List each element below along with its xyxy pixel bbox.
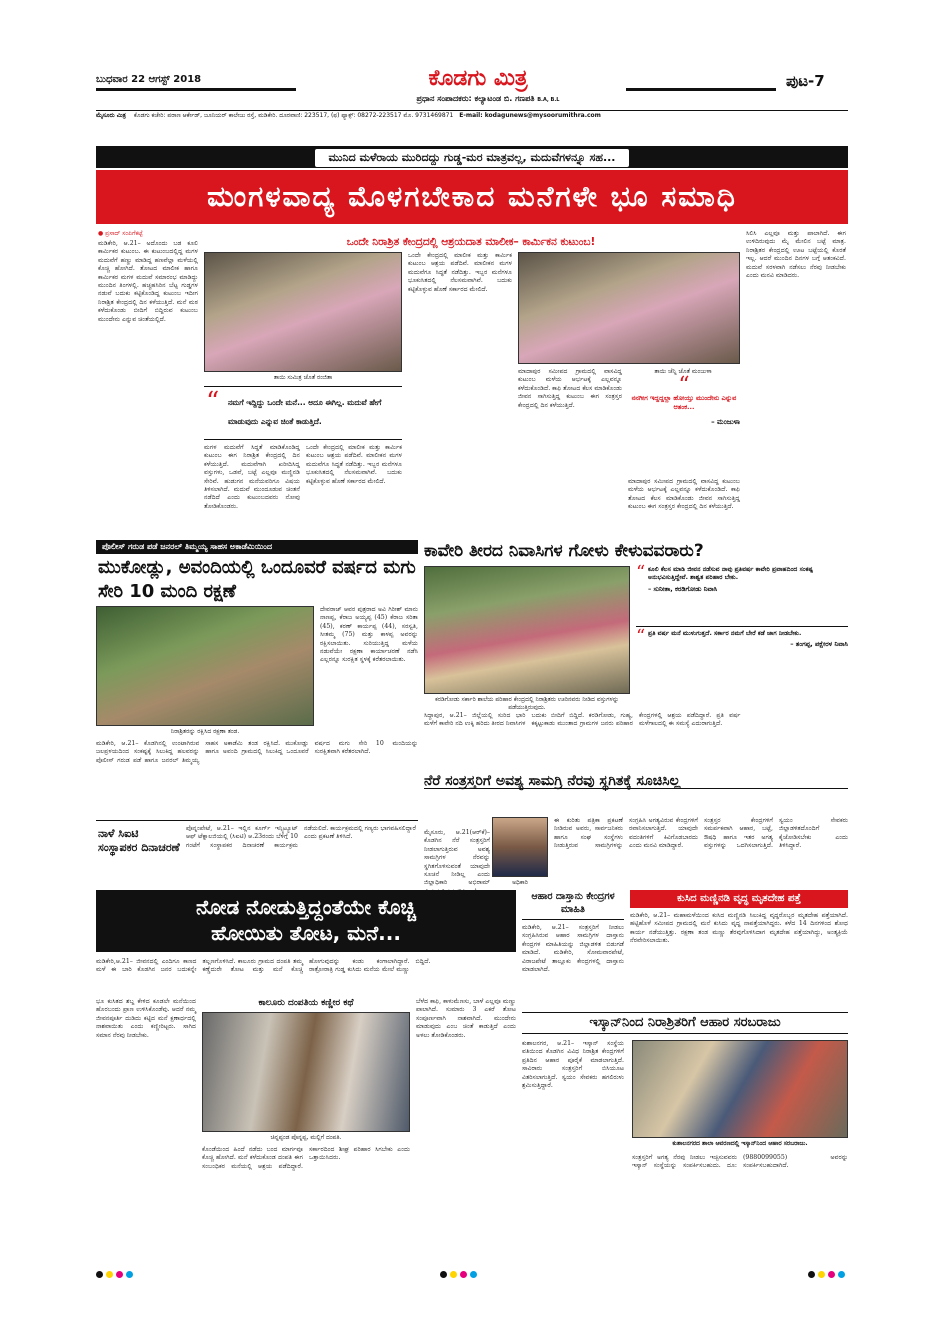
editor-line: ಪ್ರಧಾನ ಸಂಪಾದಕರು: ಕಲ್ಯಾಟಂಡ ಬಿ. ಗಣಪತಿ [416, 94, 535, 103]
relief-headline: ನೆರೆ ಸಂತ್ರಸ್ತರಿಗೆ ಅವಶ್ಯ ಸಾಮಗ್ರಿ ನೆರವು ಸ್ಥಗಿತಕ್ಕೆ ಸೂಚಿಸಿಲ್ಲ [424, 773, 681, 789]
lead-col3: ಒಂದೇ ಕೇಂದ್ರದಲ್ಲಿ ಮಾಲೀಕ ಮತ್ತು ಕಾರ್ಮಿಕ ಕುಟುಂಬ ಆಶ್ರಯ ಪಡೆದಿವೆ. ಮಾಲೀಕನ ಮಗಳ ಮದುವೆಗೂ ಸಿದ್ಧತೆ ನಡೆದಿತ್ತು. ಇಬ್ಬರ ಮನೆಗಳೂ ಭೂಕುಸಿತದಲ್ಲಿ ನೆಲಸಮವಾಗಿವೆ. ಬದುಕು ಕಟ್ಟಿಕೊಳ್ಳುವ ಹೊಣೆ ಸರ್ಕಾರದ ಮೇಲಿದೆ. [408, 252, 512, 293]
kaveri-quote-2: “ ಪ್ರತಿ ವರ್ಷ ಮನೆ ಮುಳುಗುತ್ತದೆ. ಸರ್ಕಾರ ನಮಗೆ ಬೇರೆ ಕಡೆ ಜಾಗ ನೀಡಬೇಕು. – ತಂಗಪ್ಪ, ಪಕ್ಷೇರಳ ನಿವಾಸಿ [636, 626, 848, 649]
iskcon-body-1: ಕುಶಾಲನಗರ, ಆ.21– ಇಸ್ಕಾನ್ ಸಂಸ್ಥೆಯ ವತಿಯಿಂದ ಕೊಡಗಿನ ವಿವಿಧ ನಿರಾಶ್ರಿತ ಕೇಂದ್ರಗಳಿಗೆ ಪ್ರತಿದಿನ ಆಹಾರ ಪೂರೈಕೆ ಮಾಡಲಾಗುತ್ತಿದೆ. ಸಾವಿರಾರು ಸಂತ್ರಸ್ತರಿಗೆ ಬಿಸಿಯೂಟ ವಿತರಿಸಲಾಗುತ್ತಿದೆ. ಸ್ವಯಂ ಸೇವಕರು ಹಗಲಿರುಳು ಶ್ರಮಿಸುತ್ತಿದ್ದಾರೆ. [522, 1040, 624, 1090]
collapse-body-1: ಮಡಿಕೇರಿ,ಆ.21– ಜೀವನದಲ್ಲಿ ಎಂದಿಗೂ ಕಾಣದ ಮಳೆ ಈ ಬಾರಿ ಕೊಡಗಿನ ಜನರ ಬದುಕನ್ನೇ ತಲ್ಲಣಗೊಳಿಸಿದೆ. ಕಾಲೂರು ಗ್ರಾಮದ ದಂಪತಿ ತಮ್ಮ ಕಣ್ಣೆದುರೇ ತೋಟ ಮತ್ತು ಮನೆ ಕೊಚ್ಚಿ ಹೋಗುವುದನ್ನು ಕಂಡು ಕಂಗಾಲಾಗಿದ್ದಾರೆ. ರಾತ್ರೋರಾತ್ರಿ ಗುಡ್ಡ ಕುಸಿದು ಮನೆಯ ಮೇಲೆ ಮಣ್ಣು ಬಿದ್ದಿದೆ. [96, 958, 431, 974]
lead-subhead: ಒಂದೇ ನಿರಾಶ್ರಿತ ಕೇಂದ್ರದಲ್ಲಿ ಆಶ್ರಯದಾತ ಮಾಲೀಕ– ಕಾರ್ಮಿಕನ ಕುಟುಂಬ! [346, 236, 596, 248]
kaveri-photo-caption: ಕರಡಿಗೋಡು ಸರ್ಕಾರಿ ಶಾಲೆಯ ಪರಿಹಾರ ಕೇಂದ್ರದಲ್ಲಿ ನಿರಾಶ್ರಿತರು ಊರಿನವರು ನೀಡಿದ ವಸ್ತುಗಳನ್ನು ಪಡೆಯುತ್ತಿರುವುದು. [435, 696, 619, 711]
email-link[interactable]: E-mail: kodagunews@mysoorumithra.com [459, 112, 601, 119]
masthead: ಕೊಡಗು ಮಿತ್ರ [428, 66, 528, 91]
editor-degree: B.A, B.L [537, 97, 560, 103]
rescue-photo-caption: ನಿರಾಶ್ರಿತರನ್ನು ರಕ್ಷಿಸಿದ ರಕ್ಷಣಾ ತಂಡ. [170, 728, 240, 735]
registration-marks-right [808, 1263, 848, 1282]
brand-left: ಮೈಸೂರು ಮಿತ್ರ [96, 112, 126, 119]
lead-photo-2 [518, 252, 740, 364]
kaveri-photo [424, 566, 630, 694]
iskcon-headline: ಇಸ್ಕಾನ್‌ನಿಂದ ನಿರಾಶ್ರಿತರಿಗೆ ಆಹಾರ ಸರಬರಾಜು [522, 1012, 848, 1034]
rescue-kicker: ಪೊಲೀಸ್ ಗರುಡ ಪಡೆ ಜನರಲ್ ತಿಮ್ಮಯ್ಯ ಸಾಹಸ ಅಕಾಡೆಮಿಯಿಂದ [96, 540, 418, 554]
lead-col2b: ಒಂದೇ ಕೇಂದ್ರದಲ್ಲಿ ಮಾಲೀಕ ಮತ್ತು ಕಾರ್ಮಿಕ ಕುಟುಂಬ ಆಶ್ರಯ ಪಡೆದಿವೆ. ಮಾಲೀಕನ ಮಗಳ ಮದುವೆಗೂ ಸಿದ್ಧತೆ ನಡೆದಿತ್ತು. ಇಬ್ಬರ ಮನೆಗಳೂ ಭೂಕುಸಿತದಲ್ಲಿ ನೆಲಸಮವಾಗಿವೆ. ಬದುಕು ಕಟ್ಟಿಕೊಳ್ಳುವ ಹೊಣೆ ಸರ್ಕಾರದ ಮೇಲಿದೆ. [306, 444, 402, 485]
collapse-headline: ನೋಡ ನೋಡುತ್ತಿದ್ದಂತೆಯೇ ಕೊಚ್ಚಿ ಹೋಯಿತು ತೋಟ, ಮನೆ... [96, 890, 516, 952]
registration-marks-left [96, 1263, 136, 1282]
iskcon-body-2: ಸಂತ್ರಸ್ತರಿಗೆ ಅಗತ್ಯ ನೆರವು ನೀಡಲು ಇಚ್ಛಿಸುವವರು ಇಸ್ಕಾನ್ ಸಂಸ್ಥೆಯನ್ನು ಸಂಪರ್ಕಿಸಬಹುದು. ದೂ: (9880099055) ಅವರನ್ನು ಸಂಪರ್ಕಿಸಬಹುದಾಗಿದೆ. [632, 1154, 848, 1170]
lead-col5: ಸಿಲಿಸಿ ಎಲ್ಲವೂ ಮತ್ತು ಪಾಲಾಗಿದೆ. ಈಗ ಉಳಿದಿರುವುದು ಮೈ ಮೇಲಿನ ಬಟ್ಟೆ ಮಾತ್ರ. ನಿರಾಶ್ರಿತರ ಕೇಂದ್ರದಲ್ಲಿ ಊಟ ಬಟ್ಟೆಯಲ್ಲಿ ಕೊರತೆ ಇಲ್ಲ. ಆದರೆ ಮುಂದಿನ ದಿನಗಳ ಬಗ್ಗೆ ಆತಂಕವಿದೆ. ಮದುವೆ ಸರಳವಾಗಿ ನಡೆಸಲು ನೆರವು ನೀಡಬೇಕು ಎಂದು ಮನವಿ ಮಾಡಿದರು. [746, 230, 846, 280]
header-date: ಬುಧವಾರ 22 ಆಗಸ್ಟ್ 2018 [96, 74, 202, 85]
relief-portrait [492, 817, 548, 877]
quote-mark-icon: “ [636, 562, 646, 583]
kaveri-story [424, 540, 848, 780]
lead-headline: ಮಂಗಳವಾದ್ಯ ಮೊಳಗಬೇಕಾದ ಮನೆಗಳೇ ಭೂ ಸಮಾಧಿ [96, 170, 848, 224]
sitc-title: ನಾಳೆ ಸಿಐಟಿ ಸಂಸ್ಥಾಪಕರ ದಿನಾಚರಣೆ [98, 827, 180, 854]
rescue-story [96, 540, 418, 840]
page-number: ಪುಟ-7 [786, 72, 825, 90]
lead-col4: ಮಾದಾಪುರ ಸಮೀಪದ ಗ್ರಾಮದಲ್ಲಿ ವಾಸವಿದ್ದ ಕುಟುಂಬ ಮಳೆಯ ಆರ್ಭಟಕ್ಕೆ ಎಲ್ಲವನ್ನೂ ಕಳೆದುಕೊಂಡಿದೆ. ಕಾಫಿ ತೋಟದ ಕೆಲಸ ಮಾಡಿಕೊಂಡು ಜೀವನ ಸಾಗಿಸುತ್ತಿದ್ದ ಕುಟುಂಬ ಈಗ ಸಂತ್ರಸ್ತರ ಕೇಂದ್ರದಲ್ಲಿ ದಿನ ಕಳೆಯುತ್ತಿದೆ. [518, 368, 623, 409]
lead-byline: ● ಪ್ರಸಾದ್ ಸಂಪಿಗೆಕಟ್ಟೆ [98, 230, 143, 237]
relief-portrait-caption: ಅಧಿಕಾರಿ [512, 879, 528, 886]
lead-photo-2-caption: ತಾಯಿ ಚೆನ್ನಿ ಜೊತೆ ಮಂಜುಳಾ [654, 368, 712, 375]
collapse-subhead: ಕಾಲೂರು ದಂಪತಿಯ ಕಣ್ಣೀರ ಕಥೆ [258, 998, 354, 1008]
relief-body-2: ಈ ಕುರಿತು ಪತ್ರಿಕಾ ಪ್ರಕಟಣೆ ನೀಡಿರುವ ಅವರು, ಸಾರ್ವಜನಿಕರು ಹಾಗೂ ಸಂಘ ಸಂಸ್ಥೆಗಳು ನೀಡುತ್ತಿರುವ ಸಾಮಗ್ರಿಗಳನ್ನು ಸಂಗ್ರಹಿಸಿ ಅಗತ್ಯವಿರುವ ಕೇಂದ್ರಗಳಿಗೆ ರವಾನಿಸಲಾಗುತ್ತಿದೆ. ಯಾವುದೇ ವದಂತಿಗಳಿಗೆ ಕಿವಿಗೊಡಬಾರದು ಎಂದು ಮನವಿ ಮಾಡಿದ್ದಾರೆ. [554, 817, 698, 850]
kaveri-headline: ಕಾವೇರಿ ತೀರದ ನಿವಾಸಿಗಳ ಗೋಳು ಕೇಳುವವರಾರು? [424, 541, 704, 561]
sitc-box [96, 820, 418, 886]
lead-col2: ಮಗಳ ಮದುವೆಗೆ ಸಿದ್ಧತೆ ಮಾಡಿಕೊಂಡಿದ್ದ ಕುಟುಂಬ ಈಗ ನಿರಾಶ್ರಿತ ಕೇಂದ್ರದಲ್ಲಿ ದಿನ ಕಳೆಯುತ್ತಿದೆ. ಮದುವೆಗಾಗಿ ಖರೀದಿಸಿದ್ದ ವಸ್ತುಗಳು, ಒಡವೆ, ಬಟ್ಟೆ ಎಲ್ಲವೂ ಮಣ್ಣಿನಡಿ ಸೇರಿವೆ. ಹುಡುಗನ ಮನೆಯವರಿಗೂ ವಿಷಯ ತಿಳಿಸಲಾಗಿದೆ. ಮದುವೆ ಮುಂದೂಡುವ ಚಿಂತನೆ ನಡೆದಿದೆ ಎಂದು ಕುಟುಂಬದವರು ನೋವು ತೋಡಿಕೊಂಡರು. [204, 444, 300, 510]
quote-mark-icon: “ [636, 626, 646, 647]
relief-body-3: ಸಂತ್ರಸ್ತರ ಕೇಂದ್ರಗಳಿಗೆ ಸಮರ್ಪಕವಾಗಿ ಆಹಾರ, ಬಟ್ಟೆ, ಔಷಧಿ ಹಾಗೂ ಇತರ ಅಗತ್ಯ ವಸ್ತುಗಳನ್ನು ಒದಗಿಸಲಾಗುತ್ತಿದೆ. ಸ್ವಯಂ ಸೇವಕರು ಜಿಲ್ಲಾಡಳಿತದೊಂದಿಗೆ ಕೈಜೋಡಿಸಬೇಕು ಎಂದು ತಿಳಿಸಿದ್ದಾರೆ. [704, 817, 848, 850]
lead-story [96, 146, 848, 536]
rescue-body-right: ದೇವರಾಜ್ ಆವರ ಪುತ್ರರಾದ ಅವಿ ಗಿರೀಶ್ ಮಾನು ನಾಣಪ್ಪ, ಕೆರಾಜ ಅಯ್ಯಪ್ಪ (45) ಕೆರಾಜ ಸರಿತಾ (45), ಕರಣ್ ಕಾರ್ಯಪ್ಪ (44), ಸರಸ್ವತಿ, ಸೀತಮ್ಮ (75) ಮತ್ತು ಕಾಳಪ್ಪ ಅವರನ್ನು ರಕ್ಷಿಸಲಾಯಿತು. ಸುರಿಯುತ್ತಿದ್ದ ಮಳೆಯ ನಡುವೆಯೇ ರಕ್ಷಣಾ ಕಾರ್ಯಾಚರಣೆ ನಡೆಸಿ ಎಲ್ಲರನ್ನೂ ಸುರಕ್ಷಿತ ಸ್ಥಳಕ್ಕೆ ಕರೆತರಲಾಯಿತು. [320, 606, 418, 664]
food-body: ಮಡಿಕೇರಿ, ಆ.21– ಸಂತ್ರಸ್ತರಿಗೆ ನೀಡಲು ಸಂಗ್ರಹಿಸಿರುವ ಆಹಾರ ಸಾಮಗ್ರಿಗಳ ದಾಸ್ತಾನು ಕೇಂದ್ರಗಳ ಮಾಹಿತಿಯನ್ನು ಜಿಲ್ಲಾಡಳಿತ ಬಿಡುಗಡೆ ಮಾಡಿದೆ. ಮಡಿಕೇರಿ, ಸೋಮವಾರಪೇಟೆ, ವಿರಾಜಪೇಟೆ ತಾಲ್ಲೂಕು ಕೇಂದ್ರಗಳಲ್ಲಿ ದಾಸ್ತಾನು ಮಾಡಲಾಗಿದೆ. [522, 924, 624, 974]
lead-quote-1: “ ನಮಗೆ ಇದ್ದಿದ್ದು ಒಂದೇ ಮನೆ... ಅದೂ ಈಗಿಲ್ಲ. ಮದುವೆ ಹೇಗೆ ಮಾಡುವುದು ಎನ್ನುವ ಚಿಂತೆ ಕಾಡುತ್ತಿದೆ. [204, 386, 402, 440]
food-title: ಆಹಾರ ದಾಸ್ತಾನು ಕೇಂದ್ರಗಳ ಮಾಹಿತಿ [522, 890, 624, 920]
iskcon-photo-caption: ಕುಶಾಲನಗರದ ಶಾಲಾ ಆವರಣದಲ್ಲಿ ಇಸ್ಕಾನ್‌ನಿಂದ ಆಹಾರ ಸರಬರಾಜು. [672, 1140, 808, 1147]
collapse-photo [202, 1012, 410, 1132]
kaveri-quote-1: “ ಕೂಲಿ ಕೆಲಸ ಮಾಡಿ ಜೀವನ ನಡೆಸುವ ನಾವು ಪ್ರತಿವರ್ಷ ಕಾವೇರಿ ಪ್ರವಾಹದಿಂದ ಸಂಕಷ್ಟ ಅನುಭವಿಸುತ್ತಿದ್ದೇವೆ. ಶಾಶ್ವತ ಪರಿಹಾರ ಬೇಕು. – ಸುನೀತಾ, ಕರಡಿಗೋಡು ನಿವಾಸಿ [636, 562, 814, 593]
iskcon-story [522, 1012, 848, 1262]
lead-photo-1-caption: ತಾಯಿ ಸುಮಿತ್ರ ಜೊತೆ ರಂಜಿತಾ [273, 374, 333, 381]
rescue-body-bottom: ಮಡಿಕೇರಿ, ಆ.21– ಕೊಡಗಿನಲ್ಲಿ ಉಂಟಾಗಿರುವ ಜಲಪ್ರಳಯದಿಂದ ಸಂಕಷ್ಟಕ್ಕೆ ಸಿಲುಕಿದ್ದ ಹಲವರನ್ನು ಪೊಲೀಸ್ ಗರುಡ ಪಡೆ ಹಾಗೂ ಜನರಲ್ ತಿಮ್ಮಯ್ಯ ಸಾಹಸ ಅಕಾಡೆಮಿ ತಂಡ ರಕ್ಷಿಸಿದೆ. ಮುಕೋಡ್ಲು ಹಾಗೂ ಅವಂದಿ ಗ್ರಾಮದಲ್ಲಿ ಸಿಲುಕಿದ್ದ ಒಂದೂವರೆ ವರ್ಷದ ಮಗು ಸೇರಿ 10 ಮಂದಿಯನ್ನು ಸುರಕ್ಷಿತವಾಗಿ ಕರೆತರಲಾಗಿದೆ. [96, 740, 418, 764]
relief-story [424, 773, 848, 887]
lead-col4b: ಮಾದಾಪುರ ಸಮೀಪದ ಗ್ರಾಮದಲ್ಲಿ ವಾಸವಿದ್ದ ಕುಟುಂಬ ಮಳೆಯ ಆರ್ಭಟಕ್ಕೆ ಎಲ್ಲವನ್ನೂ ಕಳೆದುಕೊಂಡಿದೆ. ಕಾಫಿ ತೋಟದ ಕೆಲಸ ಮಾಡಿಕೊಂಡು ಜೀವನ ಸಾಗಿಸುತ್ತಿದ್ದ ಕುಟುಂಬ ಈಗ ಸಂತ್ರಸ್ತರ ಕೇಂದ್ರದಲ್ಲಿ ದಿನ ಕಳೆಯುತ್ತಿದೆ. [628, 478, 740, 511]
death-story [630, 890, 848, 1010]
collapse-story [96, 890, 516, 1260]
registration-marks-center [440, 1263, 480, 1282]
collapse-body-3: ಕೊಂಡೆಯಿಂದ ಹಿಂದೆ ನಡೆದು ಬಂದ ಮಾರ್ಗವೂ ಕೊಚ್ಚಿ ಹೋಗಿದೆ. ಮನೆ ಕಳೆದುಕೊಂಡ ದಂಪತಿ ಈಗ ಸಂಬಂಧಿಕರ ಮನೆಯಲ್ಲಿ ಆಶ್ರಯ ಪಡೆದಿದ್ದಾರೆ. ಸರ್ಕಾರದಿಂದ ಶೀಘ್ರ ಪರಿಹಾರ ಸಿಗಬೇಕು ಎಂದು ಒತ್ತಾಯಿಸಿದರು. [202, 1146, 410, 1170]
collapse-body-2: ಭೂ ಕುಸಿತದ ಶಬ್ದ ಕೇಳಿದ ಕೂಡಲೇ ಮನೆಯಿಂದ ಹೊರಬಂದು ಪ್ರಾಣ ಉಳಿಸಿಕೊಂಡೆವು. ಆದರೆ ನಮ್ಮ ಜೀವನಪೂರ್ತಿ ದುಡಿದು ಕಟ್ಟಿದ ಮನೆ ಕ್ಷಣಾರ್ಧದಲ್ಲಿ ನಾಶವಾಯಿತು ಎಂದು ಕಣ್ಣೀರಿಟ್ಟರು. ಸಾಗಿದ ಸಮಾನ ನೆರವು ನೀಡಬೇಕು. [96, 998, 196, 1039]
rescue-photo [96, 606, 314, 726]
death-headline: ಕುಸಿದ ಮಣ್ಣಿನಡಿ ವೃದ್ಧ ಮೃತದೇಹ ಪತ್ತೆ [630, 890, 848, 908]
quote-mark-icon: “ [678, 373, 690, 398]
header [96, 66, 848, 122]
sitc-body: ಪೊನ್ನಂಪೇಟೆ, ಆ.21– ಇಲ್ಲಿನ ಕೂರ್ಗ್ ಇನ್ಸ್ಟಿಟ್ಯೂಟ್ ಆಫ್ ಟೆಕ್ನಾಲಜಿಯಲ್ಲಿ (ಸಿಐಟಿ) ಆ.23ರಂದು ಬೆಳಿಗ್ಗೆ 10 ಗಂಟೆಗೆ ಸಂಸ್ಥಾಪಕರ ದಿನಾಚರಣೆ ಕಾರ್ಯಕ್ರಮ ನಡೆಯಲಿದೆ. ಕಾರ್ಯಕ್ರಮದಲ್ಲಿ ಗಣ್ಯರು ಭಾಗವಹಿಸಲಿದ್ದಾರೆ ಎಂದು ಪ್ರಕಟಣೆ ತಿಳಿಸಿದೆ. [186, 825, 416, 849]
lead-col1: ಮಡಿಕೇರಿ, ಆ.21– ಅದೊಂದು ಬಡ ಕೂಲಿ ಕಾರ್ಮಿಕರ ಕುಟುಂಬ. ಈ ಕುಟುಂಬದಲ್ಲಿದ್ದ ಮಗಳ ಮದುವೆಗೆ ಹಣ್ಣು ಮಾಡಿದ್ದ ಹಣವೆಲ್ಲಾ ಮಳೆಯಲ್ಲಿ ಕೊಚ್ಚಿ ಹೋಗಿದೆ. ತೋಟದ ಮಾಲೀಕ ಹಾಗೂ ಕಾರ್ಮಿಕರ ಮಗಳ ಮದುವೆ ಸಮಾರಂಭ ಮಾಡಿದ್ದು ಮುಂದಿನ ತಿಂಗಳಲ್ಲಿ. ಹಚ್ಚಹಸಿರಿನ ಬೆಟ್ಟ ಗುಡ್ಡಗಳ ನಡುವೆ ಬದುಕು ಕಟ್ಟಿಕೊಂಡಿದ್ದ ಕುಟುಂಬ ಇದೀಗ ನಿರಾಶ್ರಿತ ಕೇಂದ್ರದಲ್ಲಿ ದಿನ ಕಳೆಯುತ್ತಿದೆ. ಮನೆ ಮಠ ಕಳೆದುಕೊಂಡು ಬೀದಿಗೆ ಬಿದ್ದಿರುವ ಕುಟುಂಬ ಮುಂದೇನು ಎನ್ನುವ ಚಿಂತೆಯಲ್ಲಿದೆ. [98, 240, 198, 323]
collapse-photo-caption: ಚಿನ್ನಪ್ಪಂಡ ಪೊನ್ನಪ್ಪ, ಮಲ್ಲಿಗೆ ದಂಪತಿ. [270, 1134, 342, 1141]
rescue-headline: ಮುಕೋಡ್ಲು, ಅವಂದಿಯಲ್ಲಿ ಒಂದೂವರೆ ವರ್ಷದ ಮಗು ಸೇರಿ 10 ಮಂದಿ ರಕ್ಷಣೆ [98, 557, 416, 602]
collapse-body-4: ಬೆಳೆದ ಕಾಫಿ, ಕಾಳುಮೆಣಸು, ಬಾಳೆ ಎಲ್ಲವೂ ಮಣ್ಣು ಪಾಲಾಗಿದೆ. ಸುಮಾರು 3 ಎಕರೆ ತೋಟ ಸಂಪೂರ್ಣವಾಗಿ ನಾಶವಾಗಿದೆ. ಮುಂದೇನು ಮಾಡುವುದು ಎಂಬ ಚಿಂತೆ ಕಾಡುತ್ತಿದೆ ಎಂದು ಅಳಲು ತೋಡಿಕೊಂಡರು. [416, 998, 516, 1039]
kaveri-body: ಸಿದ್ದಾಪುರ, ಆ.21– ಜಿಲ್ಲೆಯಲ್ಲಿ ಸುರಿದ ಭಾರಿ ಮಳೆಗೆ ಕಾವೇರಿ ನದಿ ಉಕ್ಕಿ ಹರಿದು ತೀರದ ನಿವಾಸಿಗಳ ಬದುಕು ಬೀದಿಗೆ ಬಿದ್ದಿದೆ. ಕರಡಿಗೋಡು, ಗುಹ್ಯ, ಕಕ್ಕಟ್ಟುಕಾಡು ಮುಂತಾದ ಗ್ರಾಮಗಳ ಜನರು ಪರಿಹಾರ ಕೇಂದ್ರಗಳಲ್ಲಿ ಆಶ್ರಯ ಪಡೆದಿದ್ದಾರೆ. ಪ್ರತಿ ವರ್ಷ ಮಳೆಗಾಲದಲ್ಲಿ ಈ ಸಮಸ್ಯೆ ಎದುರಾಗುತ್ತಿದೆ. [424, 712, 741, 728]
iskcon-photo [632, 1040, 848, 1138]
lead-kicker: ಮುನಿದ ಮಳೆರಾಯ ಮುರಿದದ್ದು ಗುಡ್ಡ-ಮರ ಮಾತ್ರವಲ್ಲ, ಮದುವೆಗಳನ್ನೂ ಸಹ... [96, 146, 848, 168]
lead-quote-2: “ ನನಗೀಗ ಇದ್ದದ್ದಲ್ಲಾ ಹೋಯ್ತು ಮುಂದೇನು ಎನ್ನುವ ಆತಂಕ... – ಮಂಜುಳಾ [628, 378, 740, 474]
death-body: ಮಡಿಕೇರಿ, ಆ.21– ಮಹಾಮಳೆಯಿಂದ ಕುಸಿದ ಮಣ್ಣಿನಡಿ ಸಿಲುಕಿದ್ದ ವೃದ್ಧರೊಬ್ಬರ ಮೃತದೇಹ ಪತ್ತೆಯಾಗಿದೆ. ಹಟ್ಟಿಹೊಳೆ ಸಮೀಪದ ಗ್ರಾಮದಲ್ಲಿ ಮನೆ ಕುಸಿದು ವೃದ್ಧ ನಾಪತ್ತೆಯಾಗಿದ್ದರು. ಕಳೆದ 14 ದಿನಗಳಿಂದ ಶೋಧ ಕಾರ್ಯ ನಡೆಯುತ್ತಿತ್ತು. ರಕ್ಷಣಾ ತಂಡ ಮಣ್ಣು ತೆರವುಗೊಳಿಸಿದಾಗ ಮೃತದೇಹ ಪತ್ತೆಯಾಗಿದ್ದು, ಅಂತ್ಯಕ್ರಿಯೆ ನೆರವೇರಿಸಲಾಯಿತು. [630, 912, 848, 945]
quote-mark-icon: “ [206, 387, 220, 417]
address-line: ಕೊಡಗು ಕಚೇರಿ: ಪರಾಣ ಆರ್ಕೇಡ್, ಜೂನಿಯರ್ ಕಾಲೇಜು ರಸ್ತೆ, ಮಡಿಕೇರಿ. ದೂರವಾಣಿ: 223517, (ಫ) ಫ್ಯಾಕ್ಸ್: 08272-223517 ಮೊ. 9731469871 [133, 112, 454, 119]
relief-body-1: ಮೈಸೂರು, ಆ.21(ಆರ್‌ಕೆ)– ಕೊಡಗಿನ ನೆರೆ ಸಂತ್ರಸ್ತರಿಗೆ ನೀಡಲಾಗುತ್ತಿರುವ ಅವಶ್ಯ ಸಾಮಗ್ರಿಗಳ ನೆರವನ್ನು ಸ್ಥಗಿತಗೊಳಿಸುವಂತೆ ಯಾವುದೇ ಸೂಚನೆ ನೀಡಿಲ್ಲ ಎಂದು ಜಿಲ್ಲಾಧಿಕಾರಿ ಅಭಿರಾಮ್ [424, 829, 490, 887]
lead-photo-1 [204, 252, 402, 372]
